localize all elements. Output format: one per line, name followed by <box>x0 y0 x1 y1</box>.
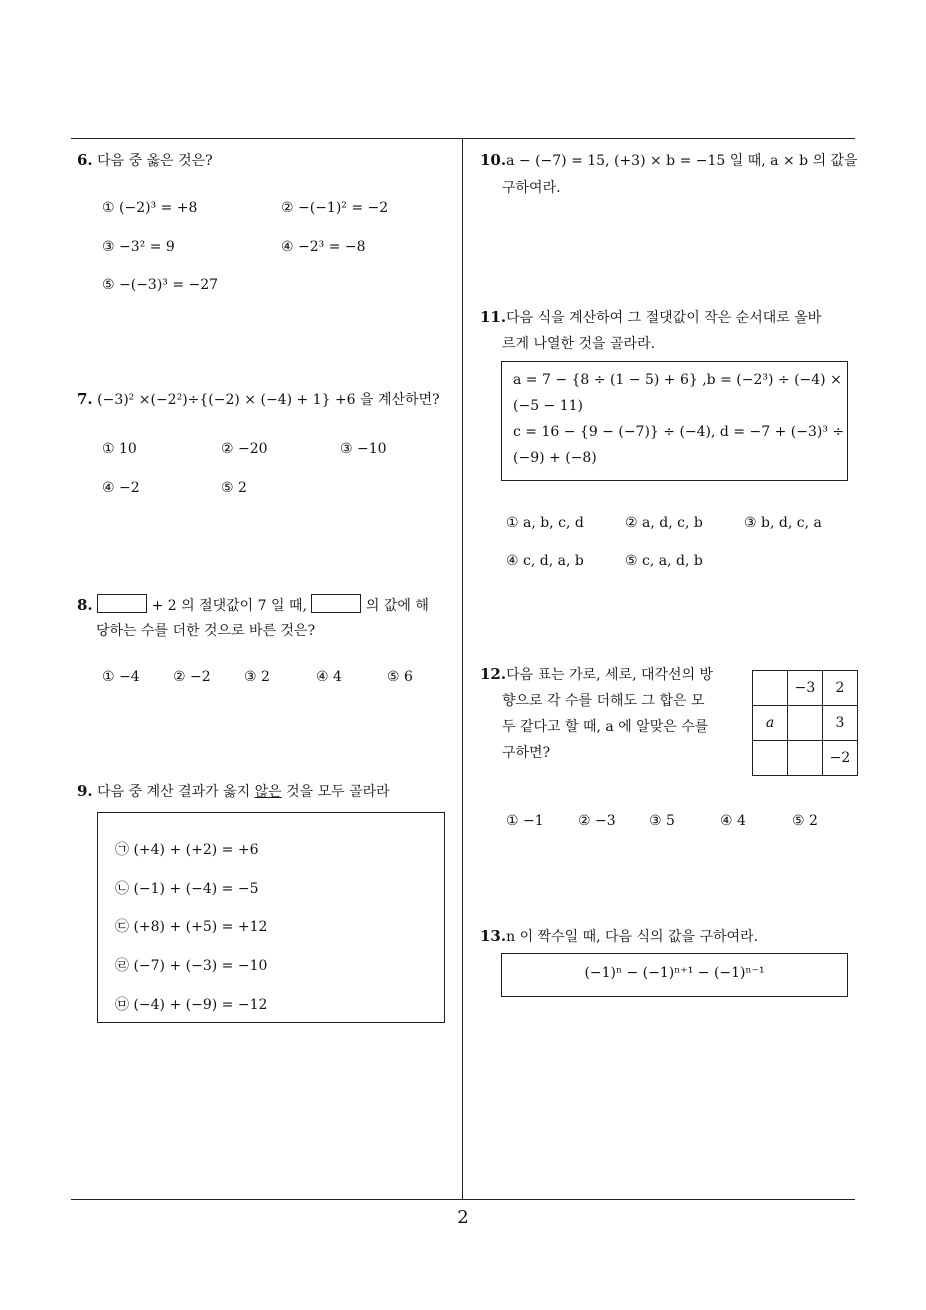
question-number: 13. <box>480 927 507 945</box>
question-number: 6. <box>77 151 93 169</box>
column-divider <box>462 138 463 1200</box>
q6-option-4[interactable]: ④ −2³ = −8 <box>281 239 366 255</box>
answer-blank[interactable] <box>311 594 361 613</box>
question-text: 것을 모두 골라라 <box>281 784 390 800</box>
q8-option-3[interactable]: ③ 2 <box>244 669 270 685</box>
grid-cell <box>753 741 788 776</box>
q7-option-4[interactable]: ④ −2 <box>102 480 140 496</box>
q11-box-line-3: c = 16 − {9 − (−7)} ÷ (−4), d = −7 + (−3)³ ÷ <box>513 424 845 440</box>
q12-option-1[interactable]: ① −1 <box>506 813 544 829</box>
question-text: 다음 표는 가로, 세로, 대각선의 방 <box>506 667 714 683</box>
q12-option-5[interactable]: ⑤ 2 <box>792 813 818 829</box>
q11-option-2[interactable]: ② a, d, c, b <box>625 515 703 531</box>
q13-expression: (−1)ⁿ − (−1)ⁿ⁺¹ − (−1)ⁿ⁻¹ <box>584 965 765 981</box>
q9-item-1[interactable]: ㉠ (+4) + (+2) = +6 <box>115 842 259 858</box>
question-text-continued: 향으로 각 수를 더해도 그 합은 모 <box>502 693 705 709</box>
question-text-continued: 구하여라. <box>502 180 561 196</box>
bottom-rule <box>71 1199 855 1200</box>
q9-item-3[interactable]: ㉢ (+8) + (+5) = +12 <box>115 919 268 935</box>
q9-item-2[interactable]: ㉡ (−1) + (−4) = −5 <box>115 881 259 897</box>
grid-cell: 3 <box>823 706 858 741</box>
q7-option-5[interactable]: ⑤ 2 <box>221 480 247 496</box>
q11-box-line-4: (−9) + (−8) <box>513 450 597 466</box>
q11-option-1[interactable]: ① a, b, c, d <box>506 515 584 531</box>
question-number: 9. <box>77 782 93 800</box>
q11-box-line-2: (−5 − 11) <box>513 398 584 414</box>
question-9 <box>77 781 390 801</box>
q8-option-1[interactable]: ① −4 <box>102 669 140 685</box>
answer-blank[interactable] <box>97 594 147 613</box>
question-text: 의 값에 해 <box>365 598 429 614</box>
grid-cell <box>753 671 788 706</box>
q11-option-3[interactable]: ③ b, d, c, a <box>744 515 822 531</box>
question-text: 다음 중 계산 결과가 옳지 <box>97 784 255 800</box>
question-11 <box>480 307 821 327</box>
question-number: 12. <box>480 665 507 683</box>
question-12 <box>480 664 713 684</box>
question-text: + 2 의 절댓값이 7 일 때, <box>151 598 307 614</box>
magic-square-grid <box>752 670 858 776</box>
q8-option-5[interactable]: ⑤ 6 <box>387 669 413 685</box>
q11-option-5[interactable]: ⑤ c, a, d, b <box>625 553 703 569</box>
question-text: a − (−7) = 15, (+3) × b = −15 일 때, a × b 의 값을 <box>506 153 858 169</box>
question-number: 8. <box>77 596 93 614</box>
grid-cell <box>788 706 823 741</box>
question-text-continued: 두 같다고 할 때, a 에 알맞은 수를 <box>502 719 709 735</box>
q6-option-3[interactable]: ③ −3² = 9 <box>102 239 175 255</box>
q8-option-2[interactable]: ② −2 <box>173 669 211 685</box>
question-text: n 이 짝수일 때, 다음 식의 값을 구하여라. <box>506 929 759 945</box>
question-text: 다음 식을 계산하여 그 절댓값이 작은 순서대로 올바 <box>506 310 822 326</box>
q8-option-4[interactable]: ④ 4 <box>316 669 342 685</box>
grid-cell: 2 <box>823 671 858 706</box>
q11-option-4[interactable]: ④ c, d, a, b <box>506 553 584 569</box>
question-13 <box>480 926 758 946</box>
question-8 <box>77 594 429 615</box>
grid-cell: −3 <box>788 671 823 706</box>
question-number: 11. <box>480 308 507 326</box>
emphasis-underline: 않은 <box>254 784 282 800</box>
top-rule <box>71 138 855 139</box>
grid-cell <box>788 741 823 776</box>
q12-option-4[interactable]: ④ 4 <box>720 813 746 829</box>
q6-option-5[interactable]: ⑤ −(−3)³ = −27 <box>102 277 219 293</box>
q7-option-3[interactable]: ③ −10 <box>340 441 387 457</box>
question-text: (−3)² ×(−2²)÷{(−2) × (−4) + 1} +6 을 계산하면? <box>97 392 440 408</box>
page-number: 2 <box>457 1207 469 1228</box>
grid-cell: −2 <box>823 741 858 776</box>
q11-box-line-1: a = 7 − {8 ÷ (1 − 5) + 6} ,b = (−2³) ÷ (−4) × <box>513 372 842 388</box>
question-10 <box>480 150 858 170</box>
q7-option-1[interactable]: ① 10 <box>102 441 137 457</box>
q12-option-2[interactable]: ② −3 <box>578 813 616 829</box>
q6-option-2[interactable]: ② −(−1)² = −2 <box>281 200 389 216</box>
question-text-continued: 구하면? <box>502 745 551 761</box>
q9-item-5[interactable]: ㉤ (−4) + (−9) = −12 <box>115 997 268 1013</box>
q9-item-4[interactable]: ㉣ (−7) + (−3) = −10 <box>115 958 268 974</box>
grid-cell: a <box>753 706 788 741</box>
question-7 <box>77 389 440 409</box>
question-number: 7. <box>77 390 93 408</box>
q6-option-1[interactable]: ① (−2)³ = +8 <box>102 200 198 216</box>
q12-option-3[interactable]: ③ 5 <box>649 813 675 829</box>
question-text: 다음 중 옳은 것은? <box>97 153 213 169</box>
question-text-continued: 당하는 수를 더한 것으로 바른 것은? <box>96 623 316 639</box>
question-text-continued: 르게 나열한 것을 골라라. <box>502 336 656 352</box>
q7-option-2[interactable]: ② −20 <box>221 441 268 457</box>
question-6 <box>77 150 213 170</box>
question-number: 10. <box>480 151 507 169</box>
